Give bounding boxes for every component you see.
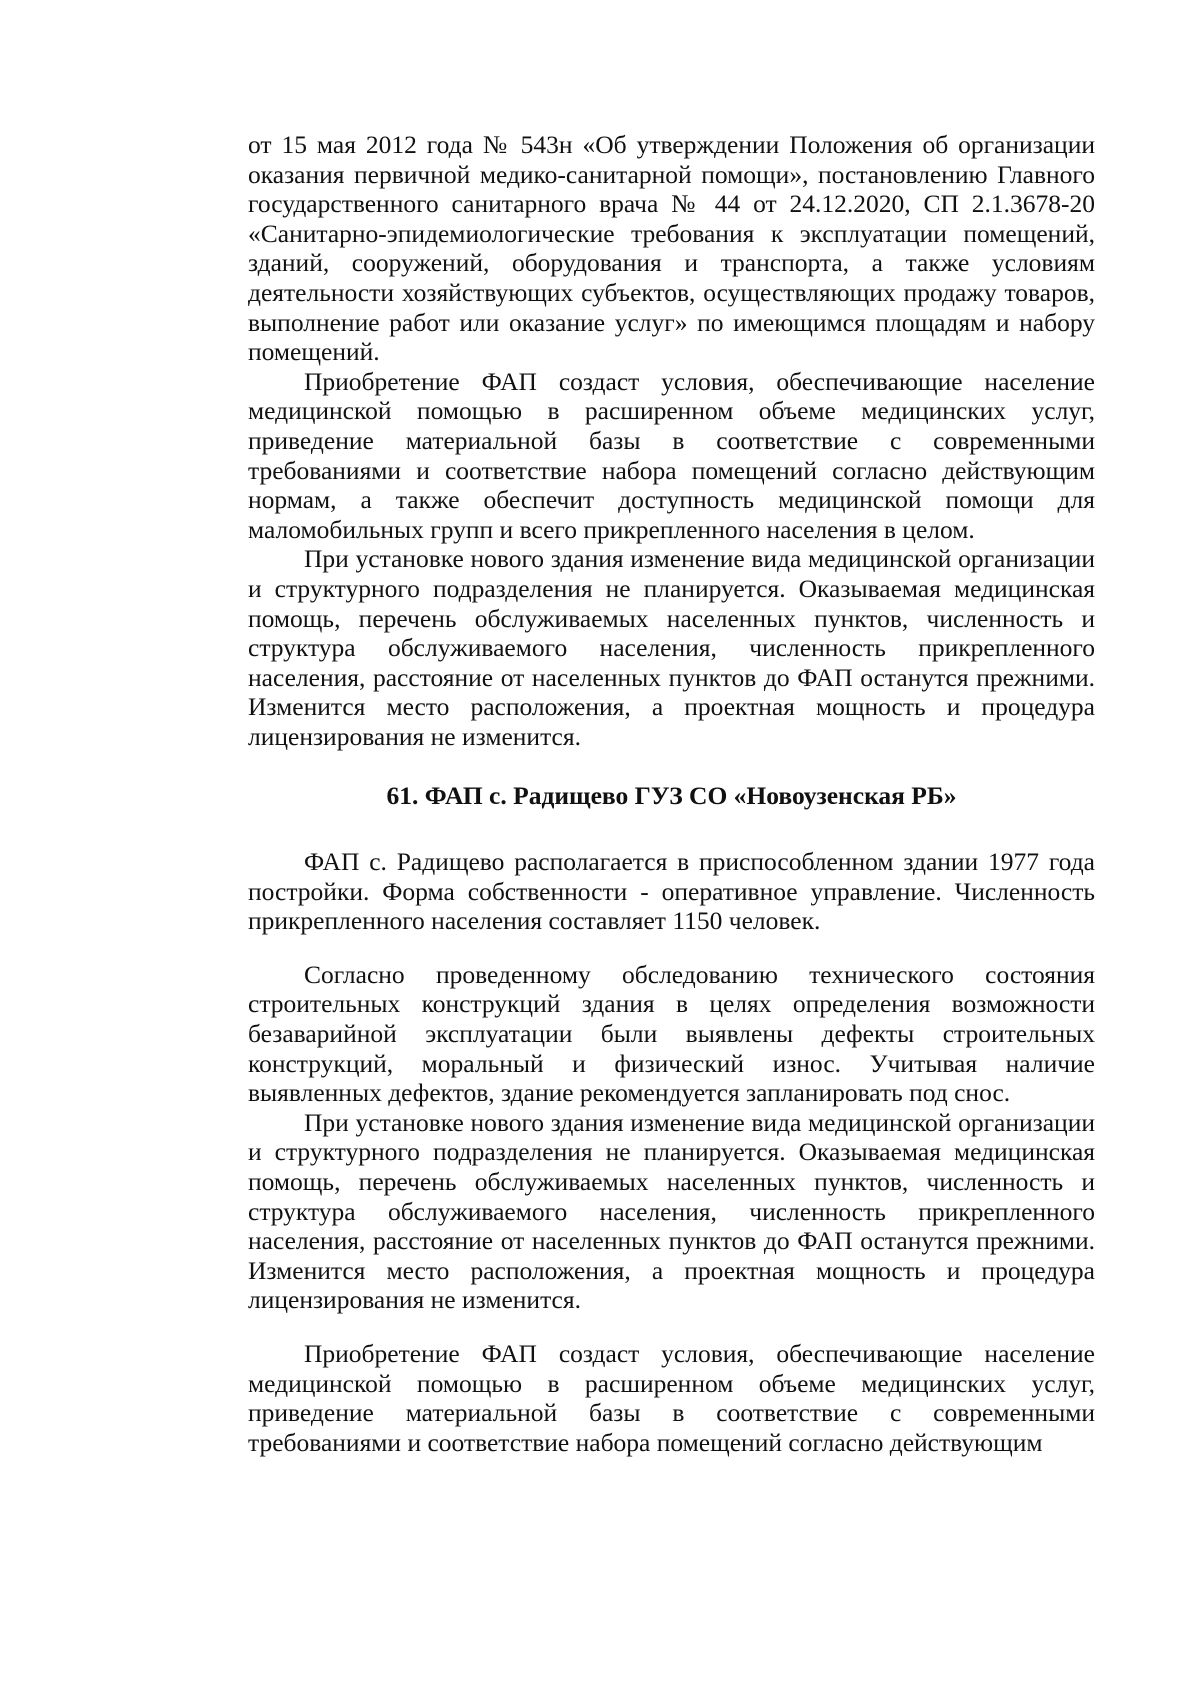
paragraph-fap-acquisition: Приобретение ФАП создаст условия, обеспечивающие население медицинской помощью в расширенном объеме медицинских услуг, приведение материальной базы в соответствие с современными требованиями и соответствие набора помещений согласно действующим нормам, а также обеспечит доступность медицинской помощи для маломобильных групп и всего прикрепленного населения в целом. <box>248 366 1095 544</box>
document-page <box>248 130 1095 1457</box>
paragraph-new-building: При установке нового здания изменение вида медицинской организации и структурного подразделения не планируется. Оказываемая медицинская помощь, перечень обслуживаемых населенных пунктов, численность и структура обслуживаемого населения, численность прикрепленного населения, расстояние от населенных пунктов до ФАП останутся прежними. Изменится место расположения, а проектная мощность и процедура лицензирования не изменится. <box>248 544 1095 751</box>
paragraph-fap-location: ФАП с. Радищево располагается в приспособленном здании 1977 года постройки. Форма собственности - оперативное управление. Численность прикрепленного населения составляет 1150 человек. <box>248 847 1095 936</box>
paragraph-fap-acquisition-2: Приобретение ФАП создаст условия, обеспечивающие население медицинской помощью в расширенном объеме медицинских услуг, приведение материальной базы в соответствие с современными требованиями и соответствие набора помещений согласно действующим <box>248 1338 1095 1457</box>
paragraph-continuation: от 15 мая 2012 года № 543н «Об утверждении Положения об организации оказания первичной медико-санитарной помощи», постановлению Главного государственного санитарного врача № 44 от 24.12.2020, СП 2.1.3678-20 «Санитарно-эпидемиологические требования к эксплуатации помещений, зданий, сооружений, оборудования и транспорта, а также условиям деятельности хозяйствующих субъектов, осуществляющих продажу товаров, выполнение работ или оказание услуг» по имеющимся площадям и набору помещений. <box>248 130 1095 367</box>
paragraph-new-building-2: При установке нового здания изменение вида медицинской организации и структурного подразделения не планируется. Оказываемая медицинская помощь, перечень обслуживаемых населенных пунктов, численность и структура обслуживаемого населения, численность прикрепленного населения, расстояние от населенных пунктов до ФАП останутся прежними. Изменится место расположения, а проектная мощность и процедура лицензирования не изменится. <box>248 1107 1095 1315</box>
section-heading: 61. ФАП с. Радищево ГУЗ СО «Новоузенская РБ» <box>386 781 957 811</box>
paragraph-inspection: Согласно проведенному обследованию технического состояния строительных конструкций здания в целях определения возможности безаварийной эксплуатации были выявлены дефекты строительных конструкций, моральный и физический износ. Учитывая наличие выявленных дефектов, здание рекомендуется запланировать под снос. <box>248 959 1095 1108</box>
